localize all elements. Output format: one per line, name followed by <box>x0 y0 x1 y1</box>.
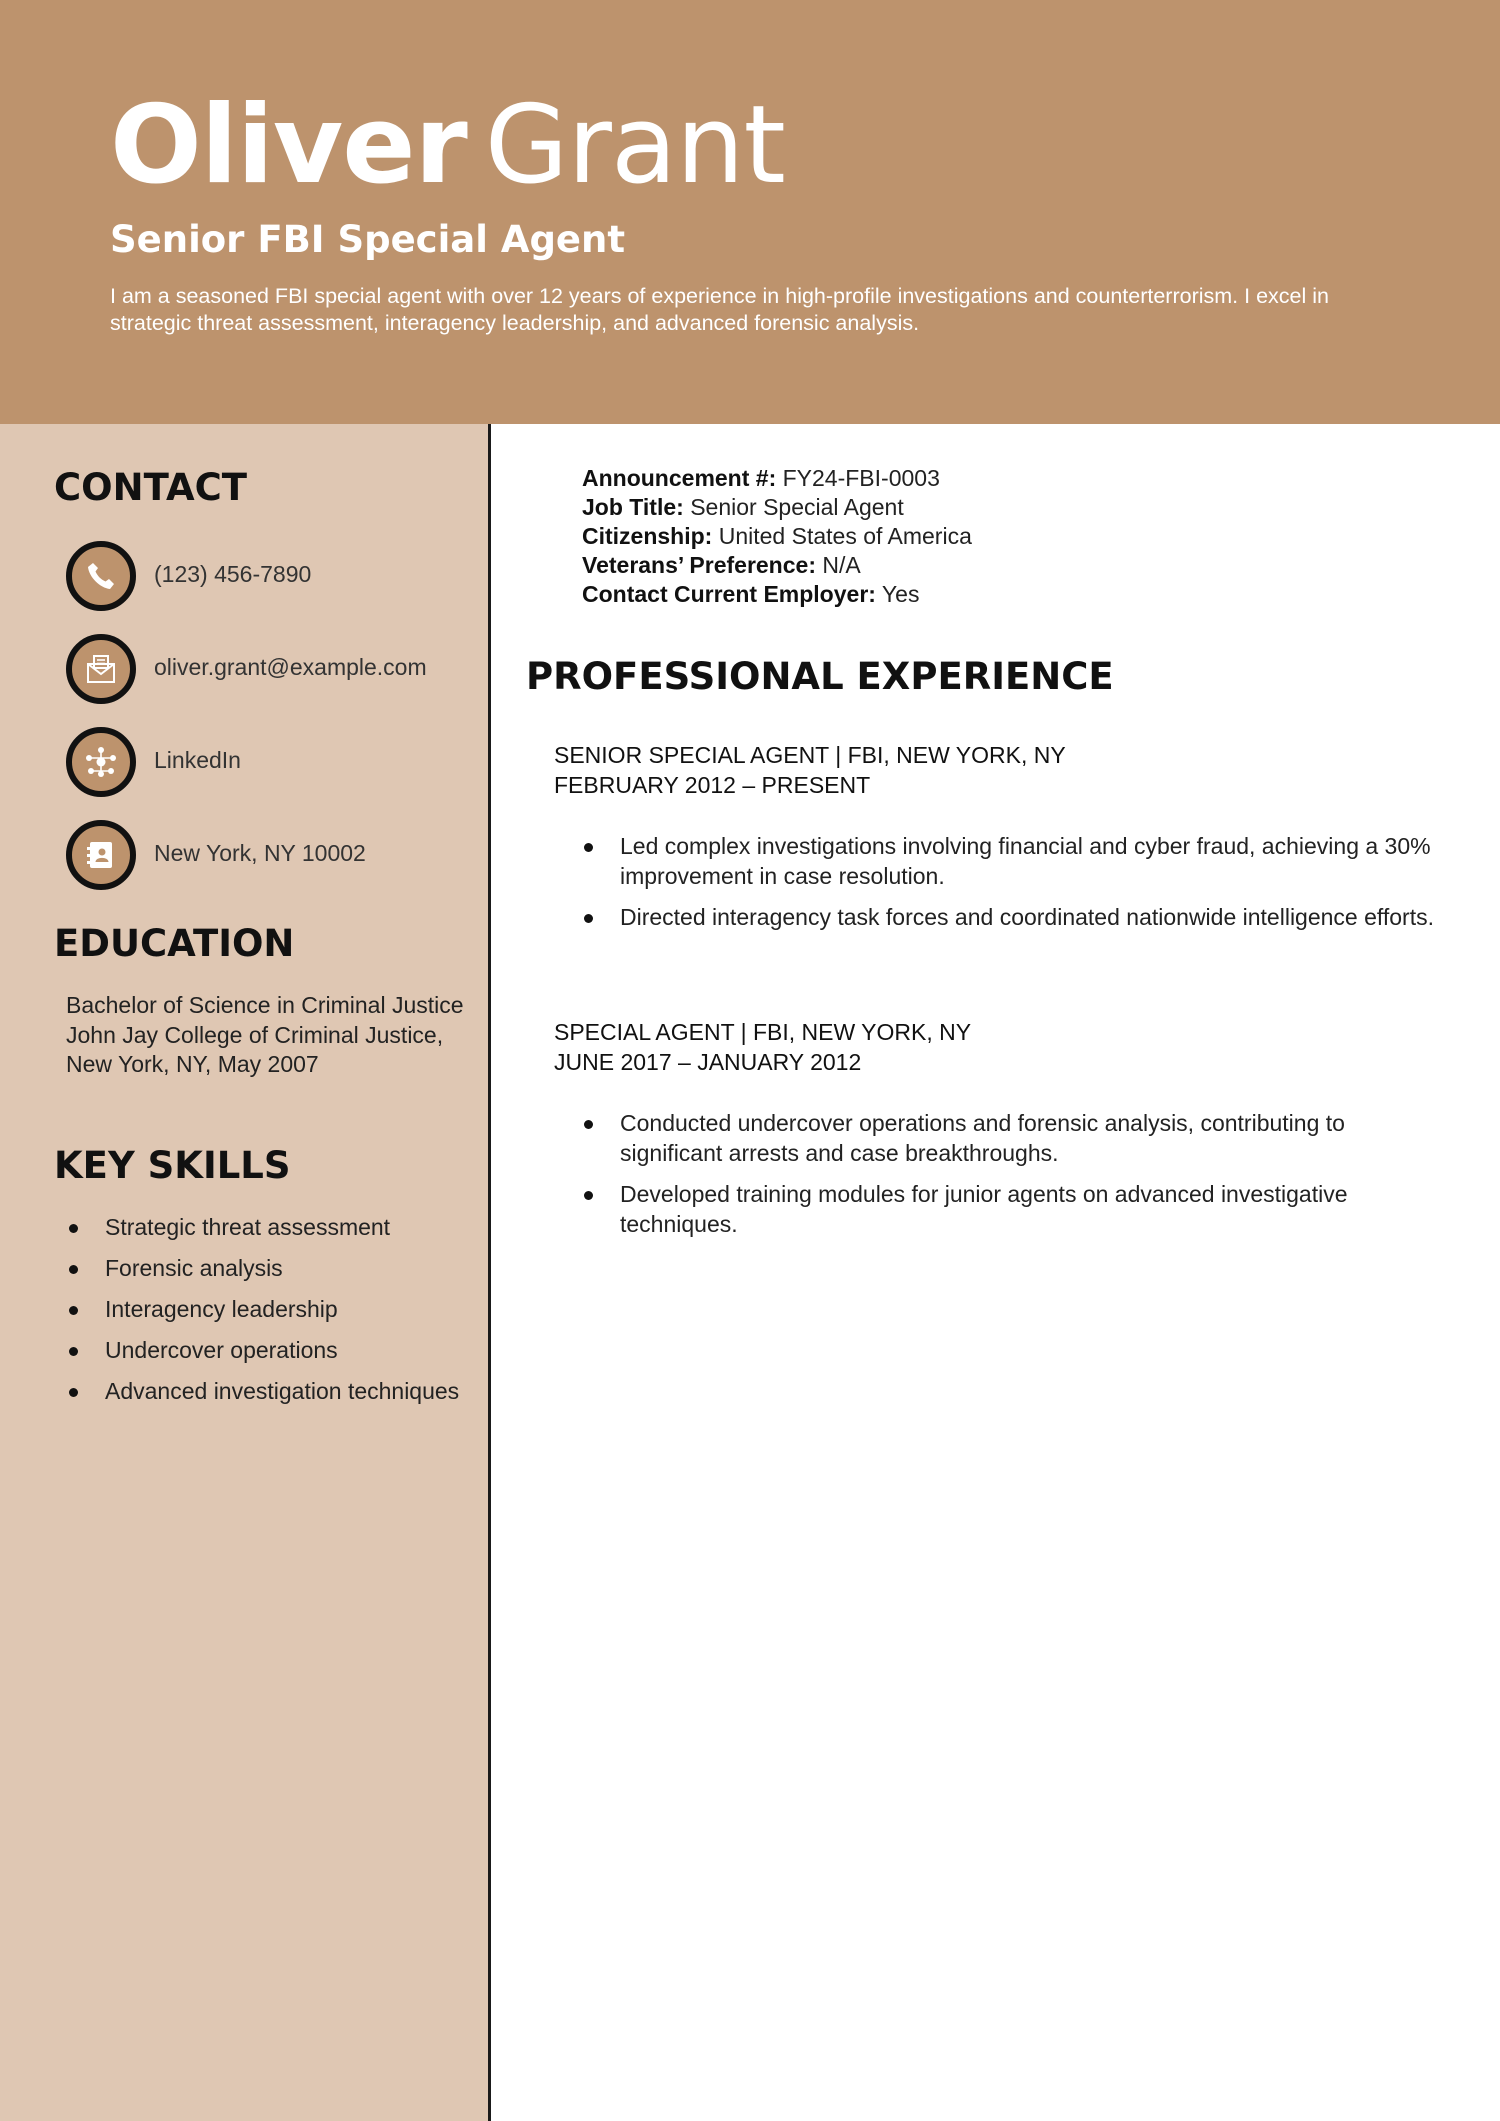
school: John Jay College of Criminal Justice, New York, NY, May 2007 <box>66 1021 444 1077</box>
contact-email <box>66 634 486 704</box>
skill-item: Interagency leadership <box>66 1295 466 1324</box>
contact-heading: CONTACT <box>54 466 247 509</box>
column-divider <box>488 424 491 2121</box>
skills-heading: KEY SKILLS <box>54 1144 291 1187</box>
meta-row <box>582 493 972 522</box>
candidate-name <box>110 83 785 208</box>
education-heading: EDUCATION <box>54 922 295 965</box>
meta-label: Veterans’ Preference: <box>582 552 816 578</box>
job-dates: FEBRUARY 2012 – PRESENT <box>554 771 871 798</box>
meta-label: Job Title: <box>582 494 684 520</box>
job-role: SENIOR SPECIAL AGENT | FBI, NEW YORK, NY <box>554 742 1066 768</box>
job-title: Senior FBI Special Agent <box>110 218 626 261</box>
skill-item: Undercover operations <box>66 1336 466 1365</box>
job-bullets <box>554 1109 1434 1239</box>
job-bullet: Led complex investigations involving financial and cyber fraud, achieving a 30% improvement in case resolution. <box>554 832 1434 891</box>
meta-label: Citizenship: <box>582 523 713 549</box>
network-icon <box>66 727 136 797</box>
job-entry <box>554 741 1434 945</box>
meta-row <box>582 522 972 551</box>
meta-value: Senior Special Agent <box>690 494 904 520</box>
address-book-icon <box>66 820 136 890</box>
header-band <box>0 0 1500 424</box>
job-bullet: Developed training modules for junior agents on advanced investigative techniques. <box>554 1180 1434 1239</box>
meta-value: Yes <box>881 581 920 607</box>
summary: I am a seasoned FBI special agent with over 12 years of experience in high-profile investigations and counterterrorism. I excel in strategic threat assessment, interagency leadership, and advanced forensic analysis. <box>110 284 1329 335</box>
meta-label: Announcement #: <box>582 465 777 491</box>
contact-phone <box>66 541 486 611</box>
email-text[interactable]: oliver.grant@example.com <box>154 654 427 680</box>
skill-item: Forensic analysis <box>66 1254 466 1283</box>
experience-heading: PROFESSIONAL EXPERIENCE <box>526 655 1114 698</box>
linkedin-link[interactable]: LinkedIn <box>154 747 241 773</box>
first-name: Oliver <box>110 83 467 208</box>
address-text: New York, NY 10002 <box>154 840 366 866</box>
meta-value: FY24-FBI-0003 <box>782 465 940 491</box>
contact-linkedin <box>66 727 486 797</box>
job-bullets <box>554 832 1434 933</box>
job-bullet: Directed interagency task forces and coordinated nationwide intelligence efforts. <box>554 903 1434 933</box>
meta-row <box>582 580 972 609</box>
job-role: SPECIAL AGENT | FBI, NEW YORK, NY <box>554 1019 972 1045</box>
job-dates: JUNE 2017 – JANUARY 2012 <box>554 1048 862 1075</box>
skill-item: Strategic threat assessment <box>66 1213 466 1242</box>
meta-label: Contact Current Employer: <box>582 581 876 607</box>
last-name: Grant <box>484 83 785 208</box>
meta-row <box>582 464 972 493</box>
announcement-details <box>582 464 972 609</box>
phone-text[interactable]: (123) 456-7890 <box>154 561 312 587</box>
phone-icon <box>66 541 136 611</box>
job-entry <box>554 1018 1434 1251</box>
meta-value: United States of America <box>718 523 972 549</box>
skills-list <box>66 1213 466 1418</box>
contact-address <box>66 820 486 890</box>
education-entry <box>66 991 466 1080</box>
meta-value: N/A <box>822 552 861 578</box>
meta-row <box>582 551 972 580</box>
email-icon <box>66 634 136 704</box>
job-bullet: Conducted undercover operations and forensic analysis, contributing to significant arrests and case breakthroughs. <box>554 1109 1434 1168</box>
skill-item: Advanced investigation techniques <box>66 1377 466 1406</box>
degree: Bachelor of Science in Criminal Justice <box>66 992 464 1018</box>
